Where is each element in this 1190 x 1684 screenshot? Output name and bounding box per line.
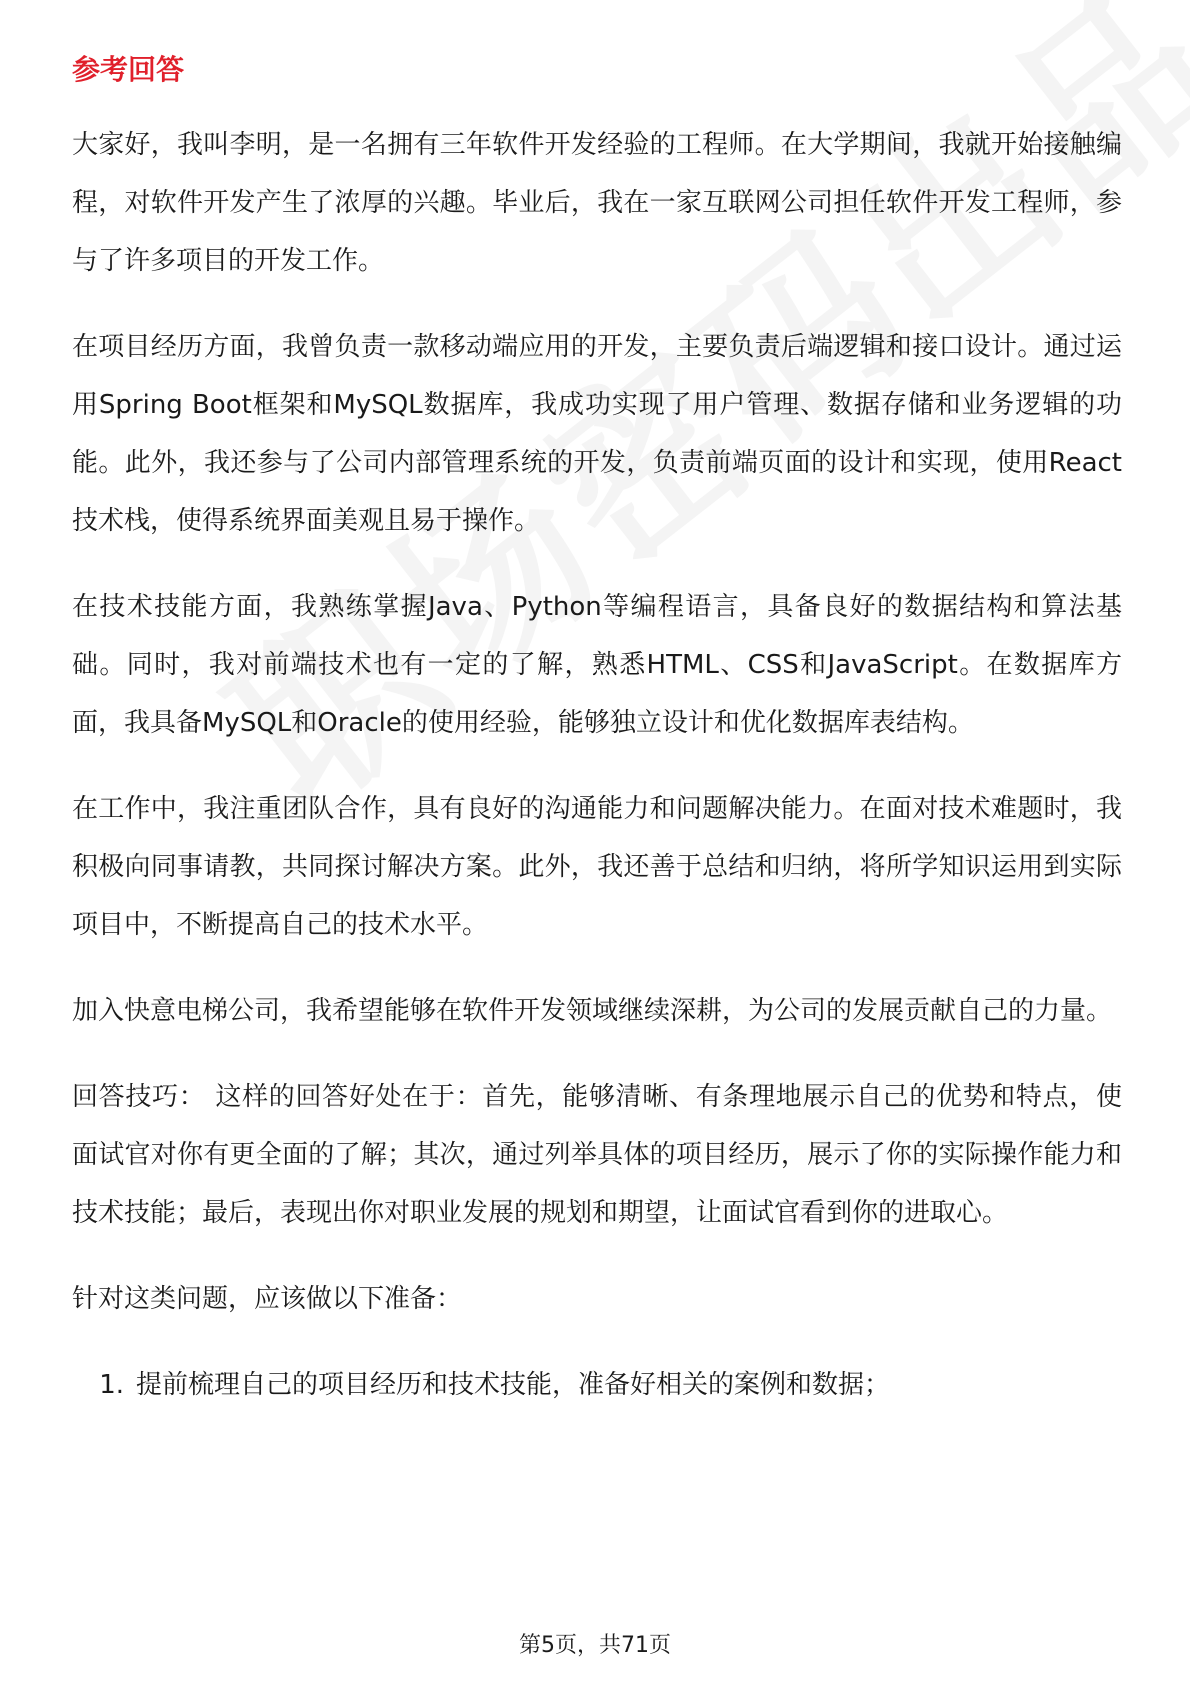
tips-text: 这样的回答好处在于：首先，能够清晰、有条理地展示自己的优势和特点，使面试官对你有更全面的了解；其次，通过列举具体的项目经历，展示了你的实际操作能力和技术技能；最后，表现出你对职业发展的规划和期望，让面试官看到你的进取心。 <box>72 1082 1122 1228</box>
paragraph-goal: 加入快意电梯公司，我希望能够在软件开发领域继续深耕，为公司的发展贡献自己的力量。 <box>72 996 1113 1026</box>
tips-paragraph <box>72 1068 1122 1242</box>
prep-list <box>72 1356 1122 1414</box>
list-item <box>72 1356 1122 1414</box>
paragraph-teamwork: 在工作中，我注重团队合作，具有良好的沟通能力和问题解决能力。在面对技术难题时，我积极向同事请教，共同探讨解决方案。此外，我还善于总结和归纳，将所学知识运用到实际项目中，不断提高自己的技术水平。 <box>72 794 1122 940</box>
section-title: 参考回答 <box>72 53 185 86</box>
paragraph-intro: 大家好，我叫李明，是一名拥有三年软件开发经验的工程师。在大学期间，我就开始接触编程，对软件开发产生了浓厚的兴趣。毕业后，我在一家互联网公司担任软件开发工程师，参与了许多项目的开发工作。 <box>72 130 1122 276</box>
list-item-text: 提前梳理自己的项目经历和技术技能，准备好相关的案例和数据； <box>136 1370 891 1400</box>
tips-label: 回答技巧： <box>72 1082 206 1112</box>
list-item-number: 1. <box>99 1370 124 1400</box>
paragraph-projects: 在项目经历方面，我曾负责一款移动端应用的开发，主要负责后端逻辑和接口设计。通过运用Spring Boot框架和MySQL数据库，我成功实现了用户管理、数据存储和业务逻辑的功能。此外，我还参与了公司内部管理系统的开发，负责前端页面的设计和实现，使用React技术栈，使得系统界面美观且易于操作。 <box>72 332 1122 536</box>
page-footer: 第5页，共71页 <box>519 1633 671 1658</box>
paragraph-skills: 在技术技能方面，我熟练掌握Java、Python等编程语言，具备良好的数据结构和算法基础。同时，我对前端技术也有一定的了解，熟悉HTML、CSS和JavaScript。在数据库方面，我具备MySQL和Oracle的使用经验，能够独立设计和优化数据库表结构。 <box>72 592 1122 738</box>
document-body <box>72 40 1122 1414</box>
prep-intro: 针对这类问题，应该做以下准备： <box>72 1284 463 1314</box>
